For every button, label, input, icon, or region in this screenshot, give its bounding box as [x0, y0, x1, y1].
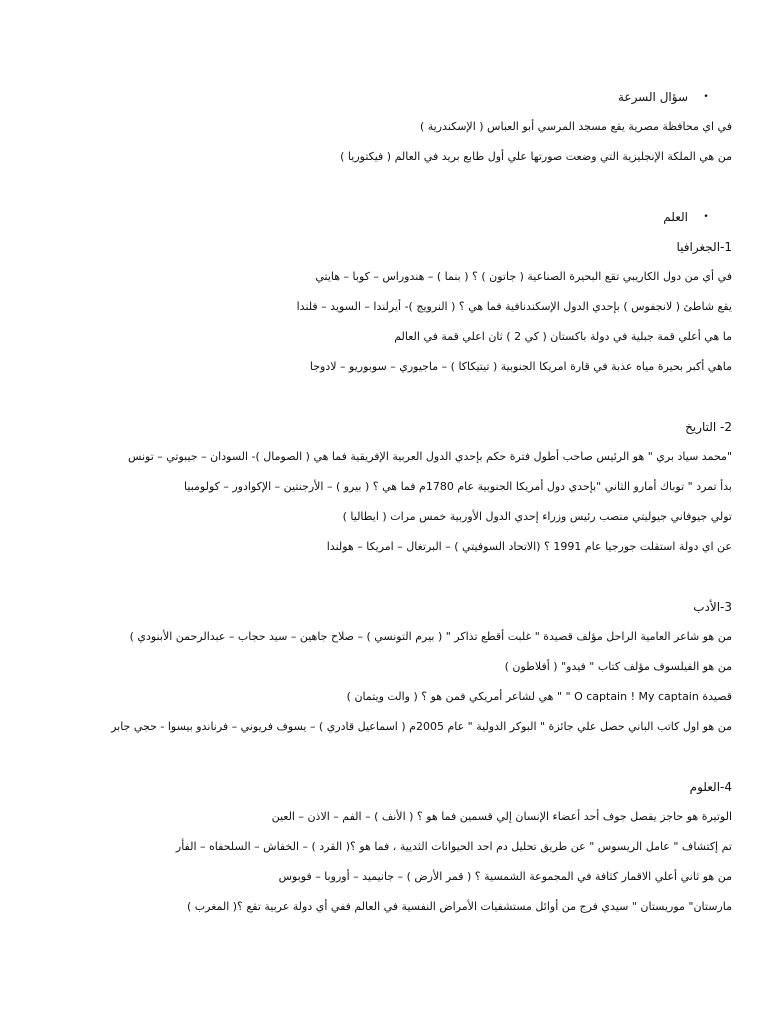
- speed-line-1: في اي محافظة مصرية يقع مسجد المرسي أبو العباس ( الإسكندرية ): [419, 120, 732, 133]
- history-line-2: بدأ تمرد " توباك أمارو الثاني "بإحدي دول أمريكا الجنوبية عام 1780م فما هي ؟ ( بيرو ) – الأرجنتين – الإكوادور – كولومبيا: [184, 480, 732, 493]
- sciences-line-4: مارستان" موريستان " سيدي فرج من أوائل مستشفيات الأمراض النفسية في العالم ففي أي دولة عربية تقع ؟( المغرب ): [186, 900, 732, 913]
- sciences-line-2: تم إكتشاف " عامل الريسوس " عن طريق تحليل دم احد الحيوانات الثديية ، فما هو ؟( القرد ) – الخفاش – السلحفاه – الفأر: [175, 840, 732, 853]
- literature-line-2: من هو الفيلسوف مؤلف كتاب " فيدو" ( أفلاطون ): [504, 660, 732, 673]
- literature-line-3: قصيدة O captain ! My captain " " هي لشاعر أمريكي فمن هو ؟ ( والت ويتمان ): [346, 690, 732, 703]
- bullet-speed: •: [703, 92, 709, 102]
- sciences-line-1: الوتيرة هو حاجز يفصل جوف أحد أعضاء الإنسان إلي قسمين فما هو ؟ ( الأنف ) – الفم – الاذن – العين: [271, 810, 732, 823]
- geography-line-2: يقع شاطئ ( لانجفوس ) بإحدي الدول الإسكندنافية فما هي ؟ ( النرويج )- أيرلندا – السويد – فلندا: [296, 300, 732, 313]
- literature-line-1: من هو شاعر العامية الراحل مؤلف قصيدة " غلبت أقطع تذاكر " ( بيرم التونسي ) – صلاح جاهين – سيد حجاب – عبدالرحمن الأبنودي ): [129, 630, 732, 643]
- sciences-line-3: من هو ثاني أعلي الاقمار كثافة في المجموعة الشمسية ؟ ( قمر الأرض ) – جانيميد – أوروبا – فوبوس: [278, 870, 732, 883]
- history-line-1: "محمد سياد بري " هو الرئيس صاحب أطول فترة حكم بإحدي الدول العربية الإفريقية فما هي ( الصومال )- السودان – جيبوتي – تونس: [127, 450, 732, 463]
- bullet-science: •: [703, 212, 709, 222]
- heading-sciences: 4-العلوم: [689, 780, 732, 794]
- section-title-science: العلم: [663, 210, 688, 224]
- literature-line-4: من هو اول كاتب الباني حصل علي جائزة " البوكر الدولية " عام 2005م ( اسماعيل قادري ) – يسوف فريوني – فرناندو بيسوا - حجي جابر: [111, 720, 732, 733]
- geography-line-1: في أي من دول الكاريبي تقع البحيرة الصناعية ( جاتون ) ؟ ( بنما ) – هندوراس – كوبا – هايتي: [315, 270, 732, 283]
- heading-geography: 1-الجغرافيا: [676, 240, 732, 254]
- heading-literature: 3-الأدب: [693, 600, 732, 614]
- geography-line-3: ما هي أعلي قمة جبلية في دولة باكستان ( كي 2 ) ثان اعلي قمة في العالم: [394, 330, 732, 343]
- history-line-3: تولي جيوفاني جيوليتي منصب رئيس وزراء إحدي الدول الأوربية خمس مرات ( ايطاليا ): [342, 510, 732, 523]
- speed-line-2: من هي الملكة الإنجليزية التي وضعت صورتها علي أول طابع بريد في العالم ( فيكتوريا ): [340, 150, 732, 163]
- heading-history: 2- التاريخ: [685, 420, 732, 434]
- geography-line-4: ماهي أكبر بحيرة مياه عذبة في قارة امريكا الجنوبية ( تيتيكاكا ) – ماجيوري – سوبوريو – لادوجا: [309, 360, 732, 373]
- section-title-speed: سؤال السرعة: [617, 90, 688, 104]
- history-line-4: عن اي دولة استقلت جورجيا عام 1991 ؟ (الاتحاد السوفيتي ) – البرتغال – امريكا – هولندا: [326, 540, 732, 553]
